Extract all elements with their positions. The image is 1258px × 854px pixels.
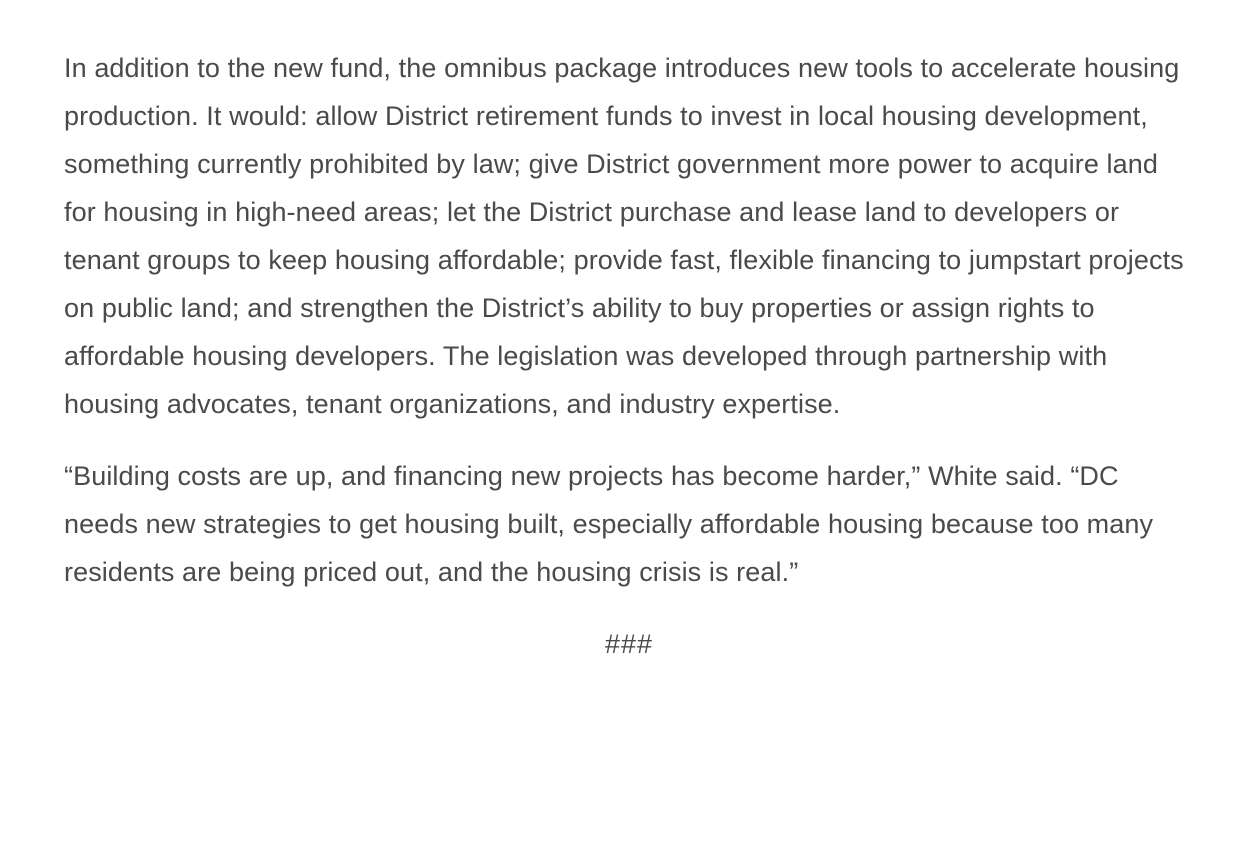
paragraph-housing-tools: In addition to the new fund, the omnibus package introduces new tools to accelerate housing production. It would: allow District retirement funds to invest in local housing development, something currently prohibited by law; give District government more power to acquire land for housing in high-need areas; let the District purchase and lease land to developers or tenant groups to keep housing affordable; provide fast, flexible financing to jumpstart projects on public land; and strengthen the District’s ability to buy properties or assign rights to affordable housing developers. The legislation was developed through partnership with housing advocates, tenant organizations, and industry expertise. [64,53,1184,419]
article-body [64,0,1194,668]
end-of-release-marker: ### [604,629,654,659]
paragraph-white-quote: “Building costs are up, and financing new projects has become harder,” White said. “DC needs new strategies to get housing built, especially affordable housing because too many residents are being priced out, and the housing crisis is real.” [64,461,1154,587]
